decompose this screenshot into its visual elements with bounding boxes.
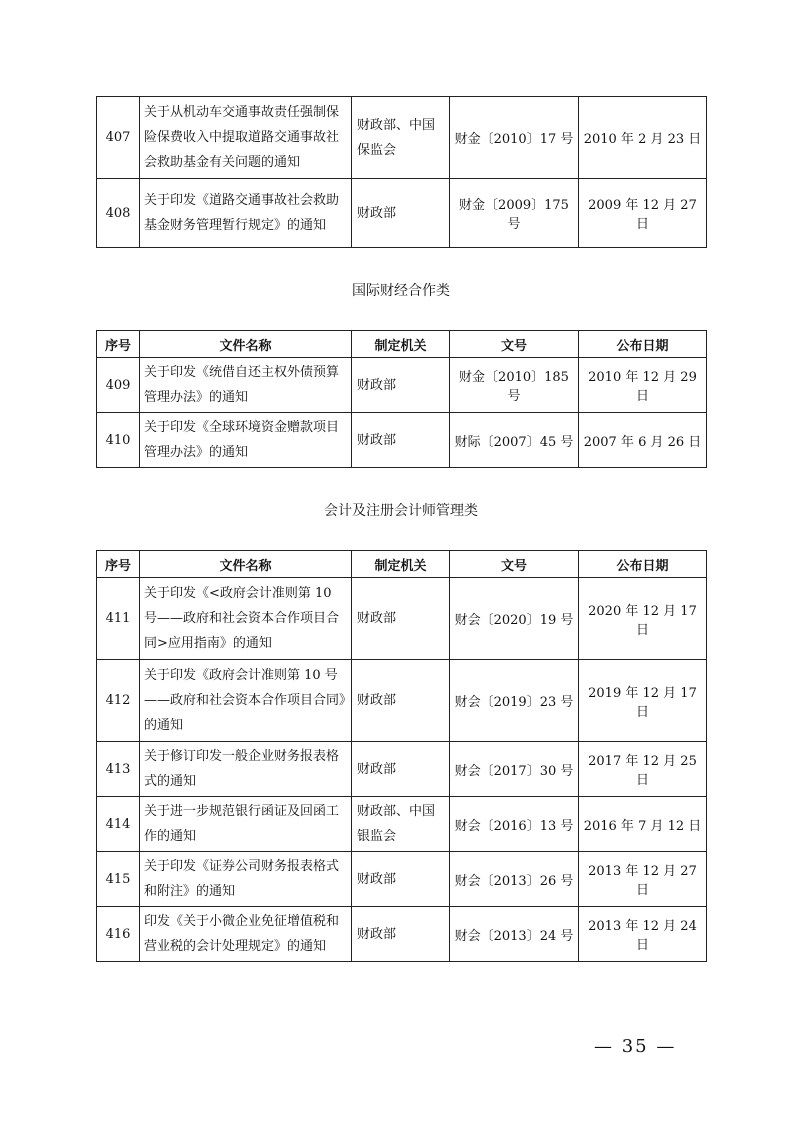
column-header-number: 序号 bbox=[97, 551, 140, 578]
document-number: 财会〔2013〕24 号 bbox=[450, 907, 579, 962]
document-number: 财会〔2019〕23 号 bbox=[450, 660, 579, 742]
table-header-row bbox=[97, 331, 707, 358]
document-title: 关于印发《<政府会计准则第 10 号——政府和社会资本合作项目合同>应用指南》的通知 bbox=[140, 578, 352, 660]
document-title: 关于印发《证券公司财务报表格式和附注》的通知 bbox=[140, 852, 352, 907]
page-number: — 35 — bbox=[594, 1036, 677, 1057]
table-international bbox=[96, 330, 707, 468]
document-number: 财会〔2016〕13 号 bbox=[450, 797, 579, 852]
table-row bbox=[97, 97, 707, 179]
issuing-authority: 财政部、中国银监会 bbox=[352, 797, 450, 852]
document-number: 财金〔2010〕17 号 bbox=[450, 97, 579, 179]
row-number: 415 bbox=[97, 852, 140, 907]
publish-date: 2017 年 12 月 25 日 bbox=[579, 742, 707, 797]
table-accounting bbox=[96, 550, 707, 962]
document-title: 关于印发《全球环境资金赠款项目管理办法》的通知 bbox=[140, 413, 352, 468]
issuing-authority: 财政部 bbox=[352, 907, 450, 962]
document-title: 关于印发《政府会计准则第 10 号——政府和社会资本合作项目合同》的通知 bbox=[140, 660, 352, 742]
document-number: 财金〔2009〕175 号 bbox=[450, 179, 579, 248]
issuing-authority: 财政部 bbox=[352, 742, 450, 797]
row-number: 407 bbox=[97, 97, 140, 179]
table-header-row bbox=[97, 551, 707, 578]
column-header-title: 文件名称 bbox=[140, 331, 352, 358]
document-title: 关于印发《道路交通事故社会救助基金财务管理暂行规定》的通知 bbox=[140, 179, 352, 248]
publish-date: 2009 年 12 月 27 日 bbox=[579, 179, 707, 248]
issuing-authority: 财政部 bbox=[352, 660, 450, 742]
publish-date: 2013 年 12 月 27 日 bbox=[579, 852, 707, 907]
section-heading-international: 国际财经合作类 bbox=[352, 283, 450, 299]
row-number: 408 bbox=[97, 179, 140, 248]
document-number: 财会〔2017〕30 号 bbox=[450, 742, 579, 797]
issuing-authority: 财政部 bbox=[352, 358, 450, 413]
document-title: 关于修订印发一般企业财务报表格式的通知 bbox=[140, 742, 352, 797]
issuing-authority: 财政部 bbox=[352, 578, 450, 660]
publish-date: 2019 年 12 月 17 日 bbox=[579, 660, 707, 742]
column-header-docno: 文号 bbox=[450, 551, 579, 578]
table-row bbox=[97, 797, 707, 852]
document-number: 财会〔2020〕19 号 bbox=[450, 578, 579, 660]
document-number: 财金〔2010〕185 号 bbox=[450, 358, 579, 413]
document-title: 印发《关于小微企业免征增值税和营业税的会计处理规定》的通知 bbox=[140, 907, 352, 962]
column-header-authority: 制定机关 bbox=[352, 331, 450, 358]
issuing-authority: 财政部 bbox=[352, 852, 450, 907]
row-number: 411 bbox=[97, 578, 140, 660]
document-title: 关于进一步规范银行函证及回函工作的通知 bbox=[140, 797, 352, 852]
table-row bbox=[97, 852, 707, 907]
publish-date: 2020 年 12 月 17 日 bbox=[579, 578, 707, 660]
row-number: 409 bbox=[97, 358, 140, 413]
issuing-authority: 财政部 bbox=[352, 413, 450, 468]
table-row bbox=[97, 578, 707, 660]
publish-date: 2010 年 12 月 29 日 bbox=[579, 358, 707, 413]
table-row bbox=[97, 660, 707, 742]
table-row bbox=[97, 179, 707, 248]
issuing-authority: 财政部 bbox=[352, 179, 450, 248]
row-number: 410 bbox=[97, 413, 140, 468]
column-header-title: 文件名称 bbox=[140, 551, 352, 578]
table-row bbox=[97, 413, 707, 468]
table-row bbox=[97, 907, 707, 962]
column-header-number: 序号 bbox=[97, 331, 140, 358]
document-title: 关于印发《统借自还主权外债预算管理办法》的通知 bbox=[140, 358, 352, 413]
table-row bbox=[97, 358, 707, 413]
table-row bbox=[97, 742, 707, 797]
document-number: 财会〔2013〕26 号 bbox=[450, 852, 579, 907]
publish-date: 2007 年 6 月 26 日 bbox=[579, 413, 707, 468]
row-number: 416 bbox=[97, 907, 140, 962]
column-header-authority: 制定机关 bbox=[352, 551, 450, 578]
publish-date: 2013 年 12 月 24 日 bbox=[579, 907, 707, 962]
document-number: 财际〔2007〕45 号 bbox=[450, 413, 579, 468]
table-financial-continued bbox=[96, 96, 707, 248]
column-header-date: 公布日期 bbox=[579, 331, 707, 358]
row-number: 412 bbox=[97, 660, 140, 742]
section-heading-accounting: 会计及注册会计师管理类 bbox=[324, 503, 478, 519]
row-number: 413 bbox=[97, 742, 140, 797]
publish-date: 2016 年 7 月 12 日 bbox=[579, 797, 707, 852]
publish-date: 2010 年 2 月 23 日 bbox=[579, 97, 707, 179]
issuing-authority: 财政部、中国保监会 bbox=[352, 97, 450, 179]
document-title: 关于从机动车交通事故责任强制保险保费收入中提取道路交通事故社会救助基金有关问题的通知 bbox=[140, 97, 352, 179]
column-header-date: 公布日期 bbox=[579, 551, 707, 578]
row-number: 414 bbox=[97, 797, 140, 852]
column-header-docno: 文号 bbox=[450, 331, 579, 358]
